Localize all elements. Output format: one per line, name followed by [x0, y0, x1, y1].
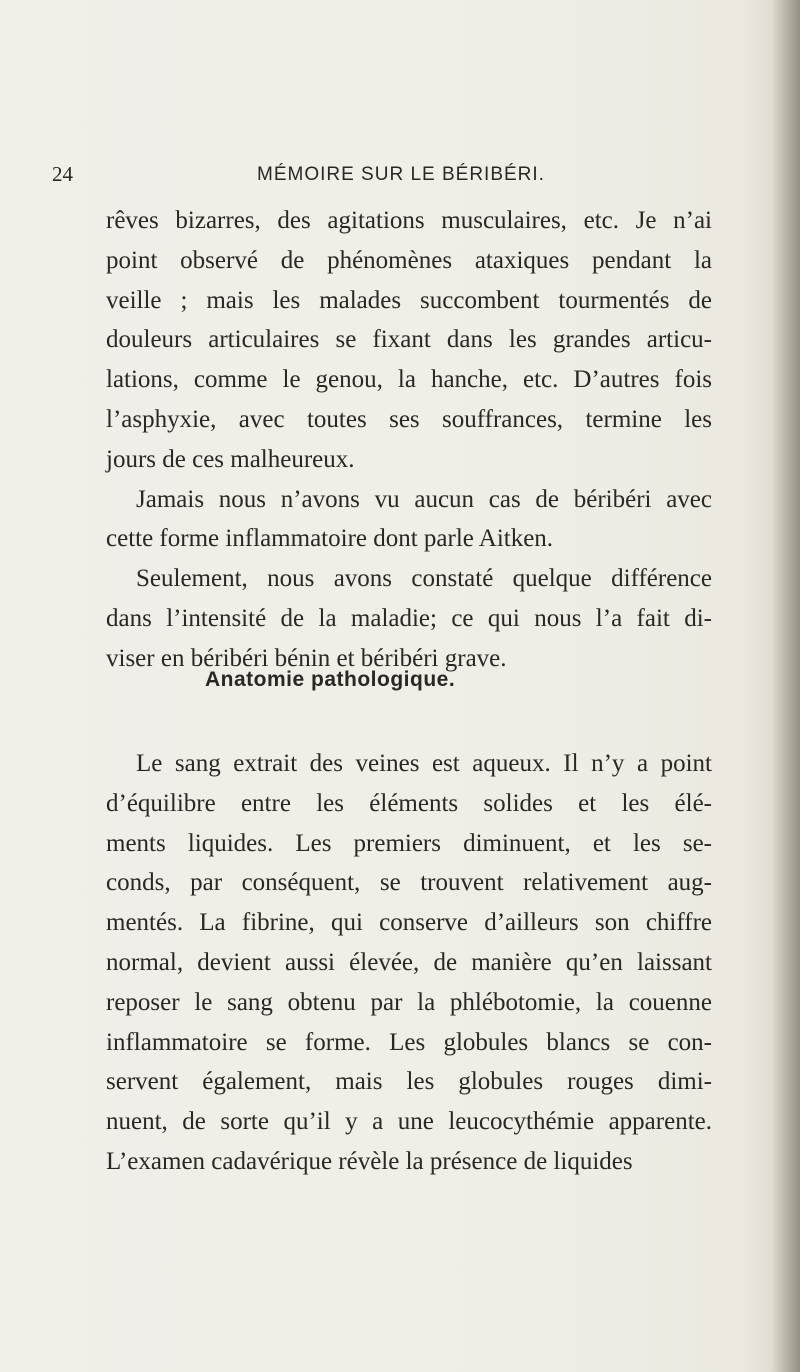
body-text-top — [106, 201, 712, 679]
section-heading: Anatomie pathologique. — [205, 668, 456, 691]
text-line: viser en béribéri bénin et béribéri grave. — [106, 644, 507, 672]
text-line: mentés. La fibrine, qui conserve d’ailleurs son chiffre — [106, 909, 712, 937]
page-edge-shadow — [772, 0, 800, 1372]
body-text-bottom — [106, 744, 712, 1182]
text-line: inflammatoire se forme. Les globules blancs se con- — [106, 1028, 712, 1056]
text-line: normal, devient aussi élevée, de manière qu’en laissant — [106, 948, 712, 976]
paragraph — [106, 744, 712, 1182]
text-line: cette forme inflammatoire dont parle Aitken. — [106, 525, 554, 553]
text-line: d’équilibre entre les éléments solides et les élé- — [106, 789, 712, 817]
text-line: Jamais nous n’avons vu aucun cas de béribéri avec — [136, 485, 712, 513]
text-line: rêves bizarres, des agitations musculaires, etc. Je n’ai — [106, 207, 712, 234]
text-line: lations, comme le genou, la hanche, etc. D’autres fois — [106, 366, 712, 394]
text-line: L’examen cadavérique révèle la présence de liquides — [106, 1147, 633, 1175]
running-header — [52, 162, 692, 192]
text-line: reposer le sang obtenu par la phlébotomie, la couenne — [106, 988, 712, 1016]
text-line: Seulement, nous avons constaté quelque différence — [136, 565, 712, 593]
text-line: nuent, de sorte qu’il y a une leucocythémie apparente. — [106, 1108, 712, 1136]
text-line: l’asphyxie, avec toutes ses souffrances, termine les — [106, 405, 712, 433]
text-line: Le sang extrait des veines est aqueux. Il n’y a point — [136, 750, 712, 777]
text-line: ments liquides. Les premiers diminuent, et les se- — [106, 829, 712, 857]
paragraph — [106, 201, 712, 480]
paragraph — [106, 480, 712, 560]
page-number: 24 — [52, 162, 73, 186]
text-line: jours de ces malheureux. — [106, 445, 355, 473]
text-line: conds, par conséquent, se trouvent relativement aug- — [106, 869, 712, 897]
text-line: servent également, mais les globules rouges dimi- — [106, 1068, 712, 1096]
paragraph — [106, 559, 712, 678]
running-title: MÉMOIRE SUR LE BÉRIBÉRI. — [257, 164, 545, 185]
text-line: veille ; mais les malades succombent tourmentés de — [106, 286, 712, 314]
text-line: dans l’intensité de la maladie; ce qui nous l’a fait di- — [106, 604, 712, 632]
text-line: douleurs articulaires se fixant dans les grandes articu- — [106, 326, 712, 354]
text-line: point observé de phénomènes ataxiques pendant la — [106, 246, 712, 274]
